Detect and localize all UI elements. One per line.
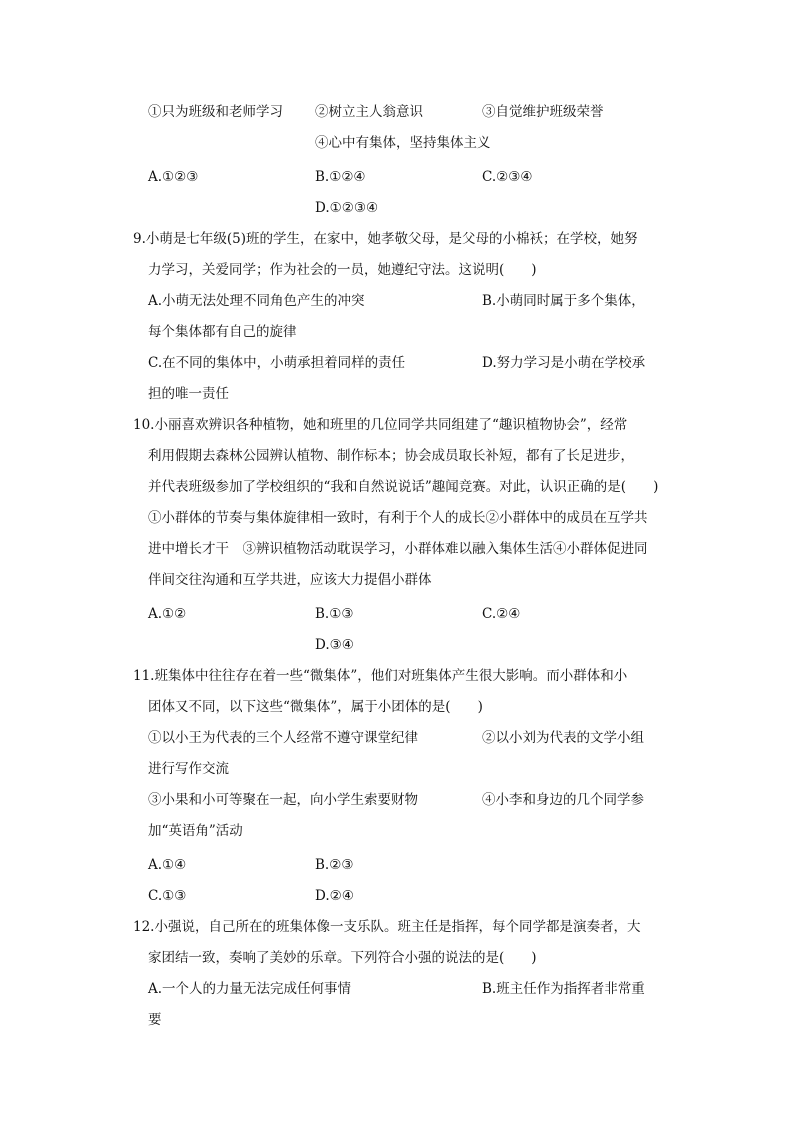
q10-statements-line1: ①小群体的节奏与集体旋律相一致时，有利于个人的成长②小群体中的成员在互学共 [148,510,648,526]
q12-choice-a: A.一个人的力量无法完成任何事情 [148,981,352,997]
q11-choice-c: C.①③ [148,888,187,904]
q11-choice-d: D.②④ [315,888,354,904]
q11-stem-line1: 11.班集体中往往存在着一些“微集体”，他们对班集体产生很大影响。而小群体和小 [133,668,628,684]
q12-stem-line2: 家团结一致，奏响了美妙的乐章。下列符合小强的说法的是( ) [148,950,537,966]
q11-option-4-line1: ④小李和身边的几个同学参 [482,792,644,808]
q11-option-3: ③小果和小可等聚在一起，向小学生索要财物 [148,792,418,808]
q8-option-4: ④心中有集体，坚持集体主义 [315,135,491,151]
q10-choice-c: C.②④ [482,606,521,622]
q8-option-3: ③自觉维护班级荣誉 [482,104,604,120]
q11-choice-b: B.②③ [315,857,354,873]
q9-choice-c: C.在不同的集体中，小萌承担着同样的责任 [148,355,406,371]
q10-stem-line2: 利用假期去森林公园辨认植物、制作标本；协会成员取长补短，都有了长足进步， [148,448,634,464]
q8-choice-b: B.①②④ [315,169,366,185]
q11-option-2-line2: 进行写作交流 [148,761,229,777]
q10-choice-a: A.①② [148,606,187,622]
q9-stem-line1: 9.小萌是七年级(5)班的学生，在家中，她孝敬父母，是父母的小棉袄；在学校，她努 [133,231,638,247]
q12-choice-b-line2: 要 [148,1012,162,1028]
q11-option-1: ①以小王为代表的三个人经常不遵守课堂纪律 [148,730,418,746]
q9-choice-b-line2: 每个集体都有自己的旋律 [148,324,297,340]
q9-choice-d-line1: D.努力学习是小萌在学校承 [482,355,646,371]
q12-choice-b-line1: B.班主任作为指挥者非常重 [482,981,645,997]
q8-choice-d: D.①②③④ [315,200,379,216]
q8-option-2: ②树立主人翁意识 [315,104,423,120]
q9-choice-a: A.小萌无法处理不同角色产生的冲突 [148,293,365,309]
q11-stem-line2: 团体又不同，以下这些“微集体”，属于小团体的是( ) [148,699,483,715]
q9-stem-line2: 力学习，关爱同学；作为社会的一员，她遵纪守法。这说明( ) [148,262,537,278]
q8-choice-c: C.②③④ [482,169,533,185]
q11-option-2-line1: ②以小刘为代表的文学小组 [482,730,644,746]
q8-option-1: ①只为班级和老师学习 [148,104,283,120]
q9-choice-b-line1: B.小萌同时属于多个集体， [482,293,645,309]
q10-statements-line3: 伴间交往沟通和互学共进，应该大力提倡小群体 [148,572,432,588]
q10-stem-line1: 10.小丽喜欢辨识各种植物，她和班里的几位同学共同组建了“趣识植物协会”，经常 [133,417,628,433]
q10-stem-line3: 并代表班级参加了学校组织的“我和自然说说话”趣闻竞赛。对此，认识正确的是( ) [148,479,659,495]
q11-option-4-line2: 加“英语角”活动 [148,823,243,839]
q10-choice-d: D.③④ [315,637,354,653]
q10-statements-line2: 进中增长才干 ③辨识植物活动耽误学习，小群体难以融入集体生活④小群体促进同 [148,541,648,557]
q8-choice-a: A.①②③ [148,169,199,185]
q12-stem-line1: 12.小强说，自己所在的班集体像一支乐队。班主任是指挥，每个同学都是演奏者，大 [133,919,641,935]
q9-choice-d-line2: 担的唯一责任 [148,386,229,402]
q11-choice-a: A.①④ [148,857,187,873]
q10-choice-b: B.①③ [315,606,354,622]
